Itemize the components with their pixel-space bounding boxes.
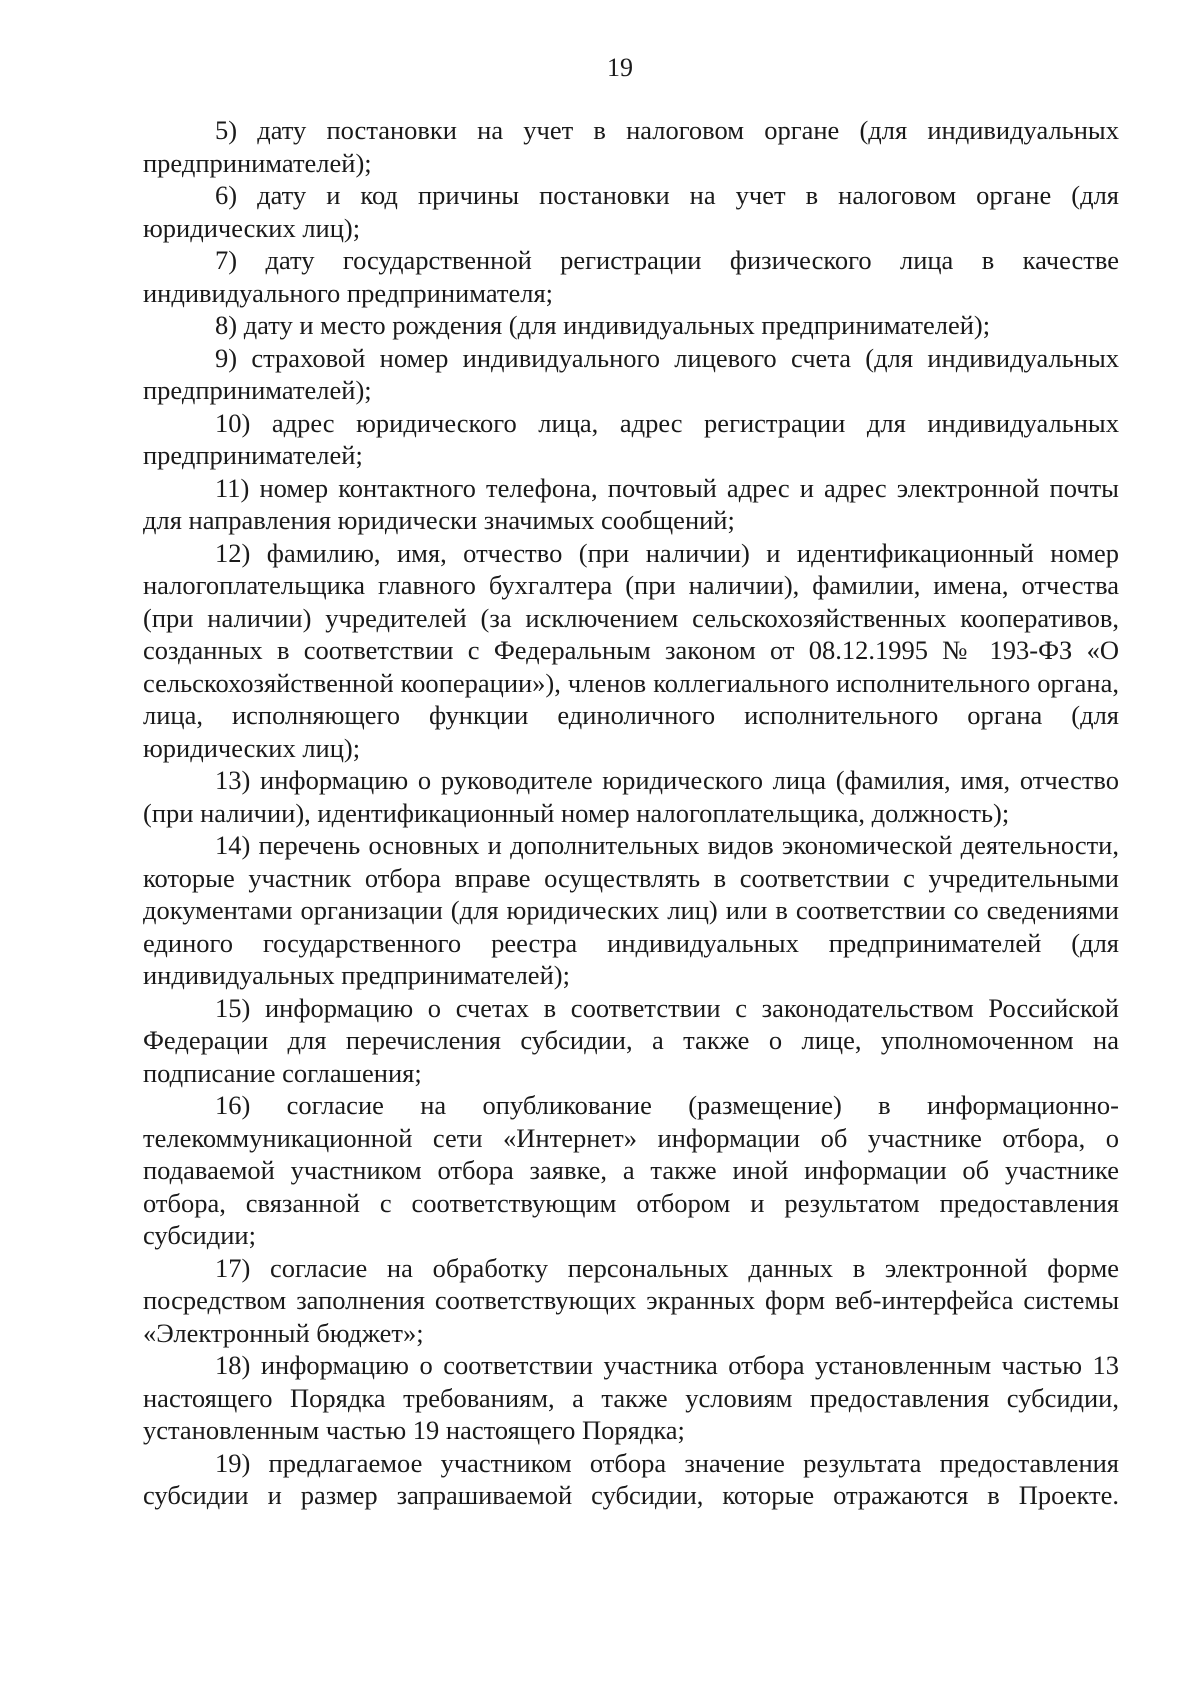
list-item-13: 13) информацию о руководителе юридического лица (фамилия, имя, отчество (при наличии), идентификационный номер налогоплательщика, должность); [143, 765, 1119, 828]
list-item-15: 15) информацию о счетах в соответствии с законодательством Российской Федерации для перечисления субсидии, а также о лице, уполномоченном на подписание соглашения; [143, 992, 1119, 1088]
list-item-18: 18) информацию о соответствии участника отбора установленным частью 13 настоящего Порядка требованиям, а также условиям предоставления субсидии, установленным частью 19 настоящего Порядка; [143, 1350, 1119, 1445]
list-item-5: 5) дату постановки на учет в налоговом органе (для индивидуальных предпринимателей); [143, 115, 1119, 178]
list-item-6: 6) дату и код причины постановки на учет в налоговом органе (для юридических лиц); [143, 180, 1119, 243]
list-item-19: 19) предлагаемое участником отбора значение результата предоставления субсидии и размер запрашиваемой субсидии, которые отражаются в Проекте. [143, 1447, 1119, 1510]
list-item-11: 11) номер контактного телефона, почтовый адрес и адрес электронной почты для направления юридически значимых сообщений; [143, 472, 1119, 535]
list-item-9: 9) страховой номер индивидуального лицевого счета (для индивидуальных предпринимателей); [143, 342, 1119, 405]
page-number: 19 [607, 53, 633, 82]
list-item-17: 17) согласие на обработку персональных данных в электронной форме посредством заполнения соответствующих экранных форм веб-интерфейса системы «Электронный бюджет»; [143, 1252, 1119, 1348]
list-item-10: 10) адрес юридического лица, адрес регистрации для индивидуальных предпринимателей; [143, 407, 1119, 470]
list-item-14: 14) перечень основных и дополнительных видов экономической деятельности, которые участник отбора вправе осуществлять в соответствии с учредительными документами организации (для юридических лиц) или в соответствии со сведениями единого государственного реестра индивидуальных предпринимателей (для индивидуальных предпринимателей); [143, 830, 1119, 990]
list-item-12: 12) фамилию, имя, отчество (при наличии) и идентификационный номер налогоплательщика главного бухгалтера (при наличии), фамилии, имена, отчества (при наличии) учредителей (за исключением сельскохозяйственных кооперативов, созданных в соответствии с Федеральным законом от 08.12.1995 № 193-ФЗ «О сельскохозяйственной кооперации»), членов коллегиального исполнительного органа, лица, исполняющего функции единоличного исполнительного органа (для юридических лиц); [143, 537, 1119, 763]
list-item-7: 7) дату государственной регистрации физического лица в качестве индивидуального предпринимателя; [143, 245, 1119, 308]
list-item-16: 16) согласие на опубликование (размещение) в информационно-телекоммуникационной сети «Интернет» информации об участнике отбора, о подаваемой участником отбора заявке, а также иной информации об участнике отбора, связанной с соответствующим отбором и результатом предоставления субсидии; [143, 1090, 1119, 1250]
list-item-8: 8) дату и место рождения (для индивидуальных предпринимателей); [215, 310, 991, 340]
document-body [143, 114, 1119, 1512]
